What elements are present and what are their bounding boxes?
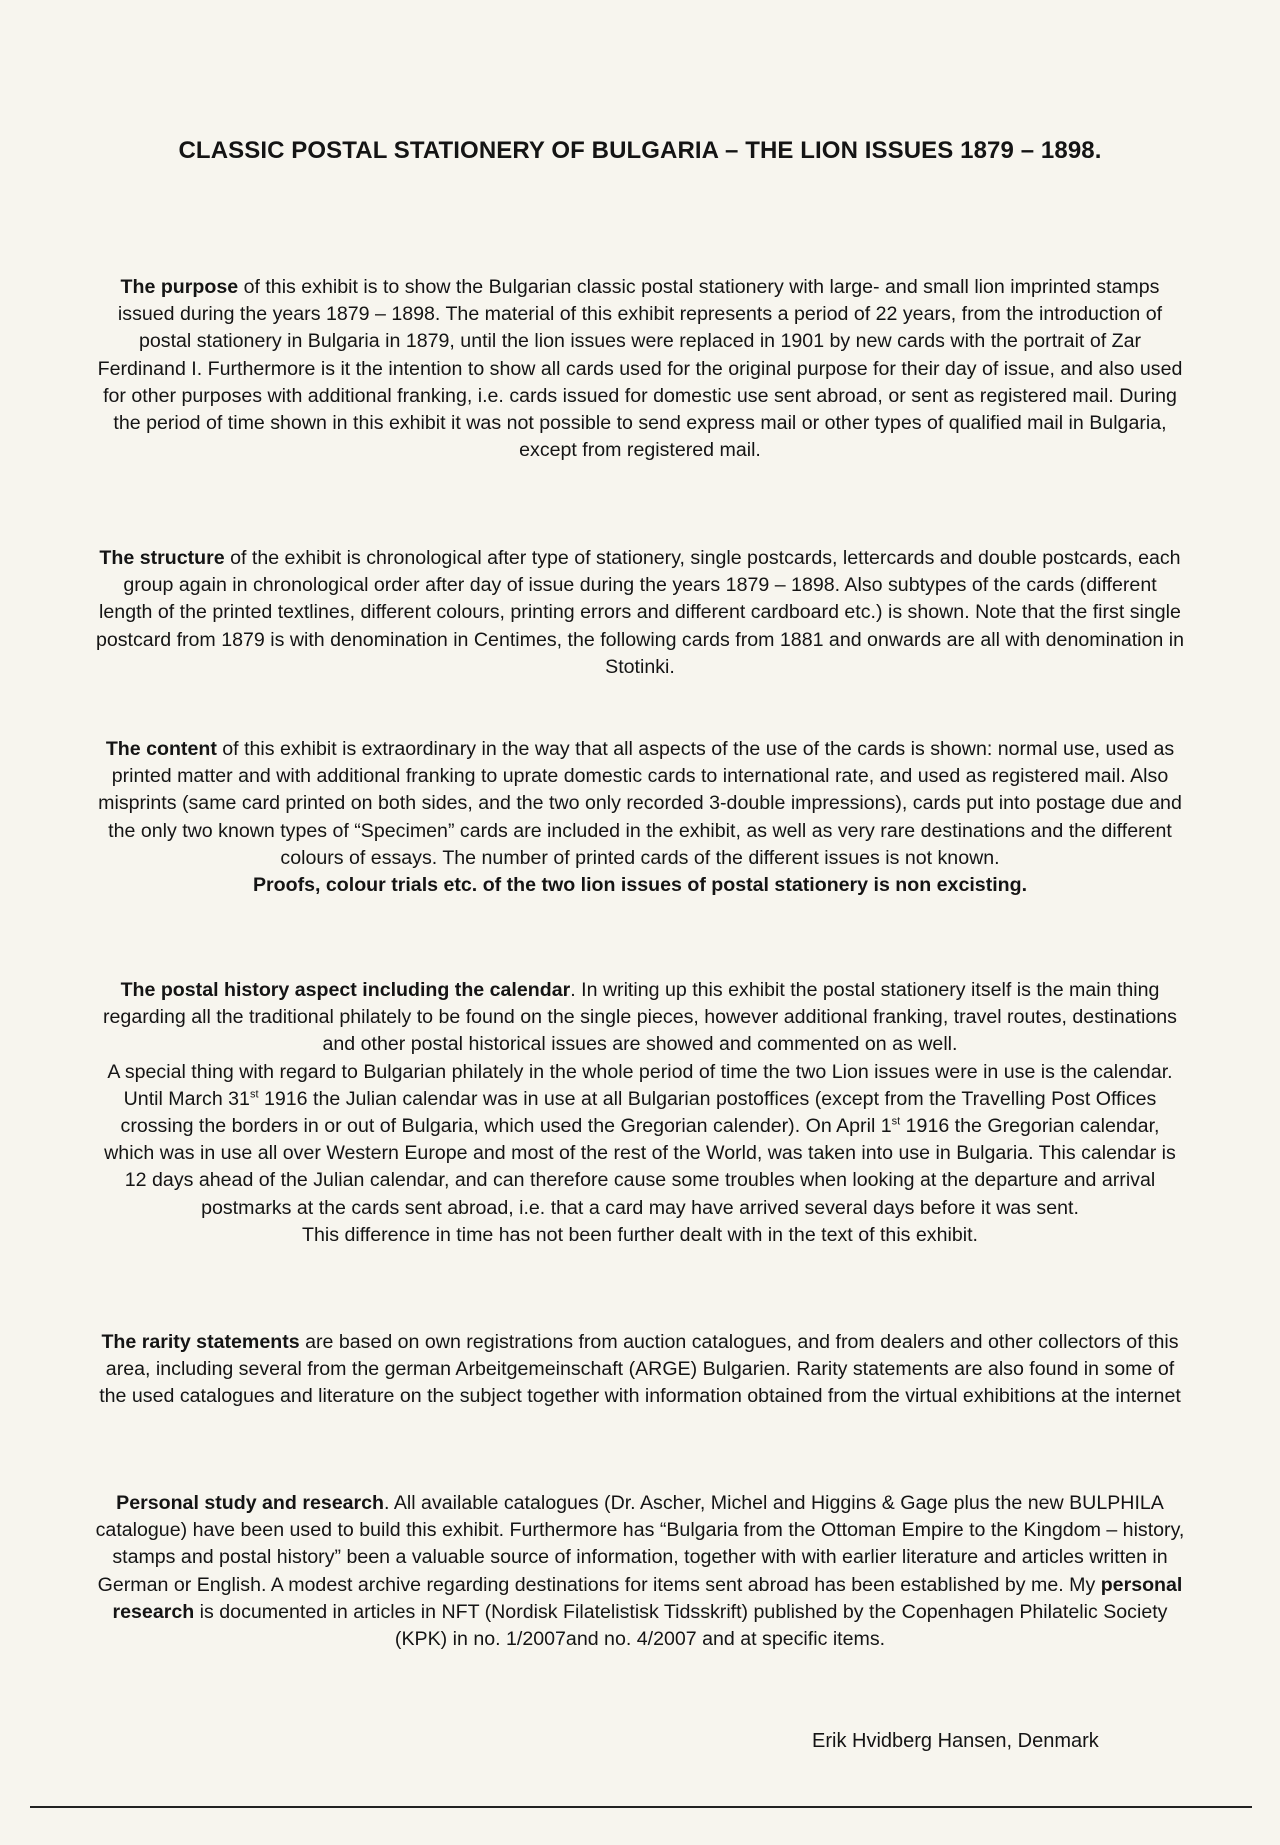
rarity-text: are based on own registrations from auction catalogues, and from dealers and other collectors of this area, including several from the german Arbeitgemeinschaft (ARGE) Bulgarien. Rarity statements are also found in some of the used catalogues and literature on the subject together with information obtained from the virtual exhibitions at the internet [99,1331,1181,1408]
postal-history-heading: The postal history aspect including the calendar [120,979,571,1001]
bottom-divider [30,1806,1252,1808]
content-heading: The content [105,738,217,760]
content-emphasis: Proofs, colour trials etc. of the two lion issues of postal stationery is non excisting. [252,874,1028,897]
rarity-heading: The rarity statements [101,1331,300,1353]
author-signature: Erik Hvidberg Hansen, Denmark [812,1730,1099,1752]
content-paragraph [95,736,1185,899]
research-heading: Personal study and research [116,1492,385,1514]
structure-paragraph [95,545,1185,681]
postal-history-text-2b: 1916 the Julian calendar was in use at all Bulgarian postoffices (except from the Travelling Post Offices crossing the borders in or out of Bulgaria, which used the Gregorian calender). On April 1 [120,1087,1157,1138]
research-text-2: is documented in articles in NFT (Nordisk Filatelistisk Tidsskrift) published by the Copenhagen Philatelic Society (KPK) in no. 1/2007and no. 4/2007 and at specific items. [194,1600,1168,1651]
research-bold-phrase: personal research [112,1573,1183,1623]
research-text-1: . All available catalogues (Dr. Ascher, Michel and Higgins & Gage plus the new BULPHILA catalogue) have been used to build this exhibit. Furthermore has “Bulgaria from the Ottoman Empire to the Kingdom – history, stamps and postal history” been a valuable source of information, together with with earlier literature and articles written in German or English. A modest archive regarding destinations for items sent abroad has been established by me. My [95,1492,1185,1596]
structure-heading: The structure [99,547,225,569]
postal-history-text-2c: 1916 the Gregorian calendar, which was in use all over Western Europe and most of the rest of the World, was taken into use in Bulgaria. This calendar is 12 days ahead of the Julian calendar, and can therefore cause some troubles when looking at the departure and arrival postmarks at the cards sent abroad, i.e. that a card may have arrived several days before it was sent. [104,1115,1176,1219]
purpose-heading: The purpose [120,276,239,298]
research-paragraph [95,1490,1185,1653]
postal-history-text-3: This difference in time has not been further dealt with in the text of this exhibit. [302,1223,978,1246]
postal-history-text-1: . In writing up this exhibit the postal stationery itself is the main thing regarding all the traditional philately to be found on the single pieces, however additional franking, travel routes, destinations and other postal historical issues are showed and commented on as well. [103,979,1177,1056]
rarity-paragraph [95,1329,1185,1411]
structure-text: of the exhibit is chronological after type of stationery, single postcards, lettercards and double postcards, each group again in chronological order after day of issue during the years 1879 – 1898. Also subtypes of the cards (different length of the printed textlines, different colours, printing errors and different cardboard etc.) is shown. Note that the first single postcard from 1879 is with denomination in Centimes, the following cards from 1881 and onwards are all with denomination in Stotinki. [95,547,1185,678]
purpose-text: of this exhibit is to show the Bulgarian classic postal stationery with large- and small lion imprinted stamps issued during the years 1879 – 1898. The material of this exhibit represents a period of 22 years, from the introduction of postal stationery in Bulgaria in 1879, until the lion issues were replaced in 1901 by new cards with the portrait of Zar Ferdinand I. Furthermore is it the intention to show all cards used for the original purpose for their day of issue, and also used for other purposes with additional franking, i.e. cards issued for domestic use sent abroad, or sent as registered mail. During the period of time shown in this exhibit it was not possible to send express mail or other types of qualified mail in Bulgaria, except from registered mail. [97,276,1183,462]
content-text: of this exhibit is extraordinary in the way that all aspects of the use of the cards is shown: normal use, used as printed matter and with additional franking to uprate domestic cards to international rate, and used as registered mail. Also misprints (same card printed on both sides, and the two only recorded 3-double impressions), cards put into postage due and the only two known types of “Specimen” cards are included in the exhibit, as well as very rare destinations and the different colours of essays. The number of printed cards of the different issues is not known. [98,738,1182,869]
purpose-paragraph [95,274,1185,464]
postal-history-paragraph [95,977,1185,1249]
page-title: CLASSIC POSTAL STATIONERY OF BULGARIA – THE LION ISSUES 1879 – 1898. [178,137,1102,164]
postal-history-text-2a: A special thing with regard to Bulgarian philately in the whole period of time the two Lion issues were in use is the calendar. Until March 31 [107,1060,1173,1110]
ordinal-suffix-2: st [891,1115,901,1128]
ordinal-suffix-1: st [249,1088,259,1101]
